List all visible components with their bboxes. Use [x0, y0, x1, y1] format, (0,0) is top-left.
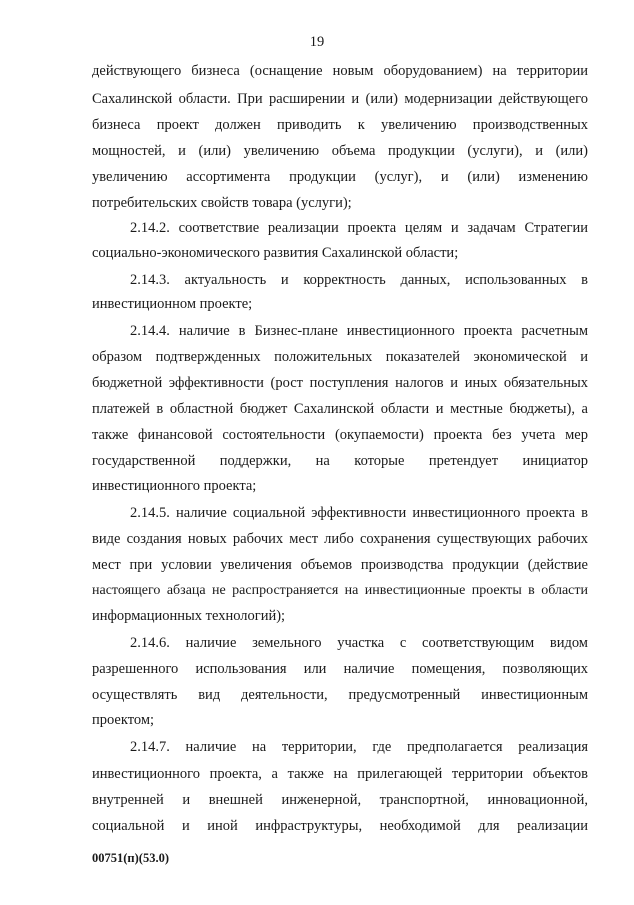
- text-line: настоящего абзаца не распространяется на инвестиционные проекты в области: [92, 583, 588, 598]
- text-line: Сахалинской области. При расширении и (или) модернизации действующего: [92, 91, 588, 107]
- text-line: инвестиционного проекта, а также на прилегающей территории объектов: [92, 766, 588, 782]
- text-line: также финансовой состоятельности (окупаемости) проекта без учета мер: [92, 427, 588, 443]
- text-line: мест при условии увеличения объемов производства продукции (действие: [92, 557, 588, 573]
- text-line: социальной и иной инфраструктуры, необходимой для реализации: [92, 818, 588, 834]
- text-line: виде создания новых рабочих мест либо сохранения существующих рабочих: [92, 531, 588, 547]
- text-line: проектом;: [92, 712, 155, 728]
- text-line: 2.14.4. наличие в Бизнес-плане инвестиционного проекта расчетным: [130, 323, 588, 339]
- text-line: платежей в областной бюджет Сахалинской области и местные бюджеты), а: [92, 401, 588, 417]
- text-line: инвестиционного проекта;: [92, 478, 257, 494]
- text-line: потребительских свойств товара (услуги);: [92, 195, 352, 211]
- text-line: разрешенного использования или наличие помещения, позволяющих: [92, 661, 588, 677]
- document-code: 00751(п)(53.0): [92, 851, 169, 865]
- text-line: 2.14.3. актуальность и корректность данных, использованных в: [130, 272, 588, 288]
- text-line: 2.14.6. наличие земельного участка с соответствующим видом: [130, 635, 588, 651]
- page-number: 19: [309, 34, 325, 50]
- text-line: осуществлять вид деятельности, предусмотренный инвестиционным: [92, 687, 588, 703]
- text-line: информационных технологий);: [92, 608, 286, 624]
- text-line: внутренней и внешней инженерной, транспортной, инновационной,: [92, 792, 588, 808]
- text-line: социально-экономического развития Сахалинской области;: [92, 245, 459, 261]
- text-line: увеличению ассортимента продукции (услуг), и (или) изменению: [92, 169, 588, 185]
- text-line: бизнеса проект должен приводить к увеличению производственных: [92, 117, 588, 133]
- text-line: 2.14.5. наличие социальной эффективности инвестиционного проекта в: [130, 505, 588, 521]
- text-line: действующего бизнеса (оснащение новым оборудованием) на территории: [92, 63, 588, 79]
- text-line: мощностей, и (или) увеличению объема продукции (услуги), и (или): [92, 143, 588, 159]
- text-line: образом подтвержденных положительных показателей экономической и: [92, 349, 588, 365]
- text-line: бюджетной эффективности (рост поступления налогов и иных обязательных: [92, 375, 588, 391]
- text-line: 2.14.7. наличие на территории, где предполагается реализация: [130, 739, 588, 755]
- text-line: государственной поддержки, на которые претендует инициатор: [92, 453, 588, 469]
- text-line: инвестиционном проекте;: [92, 296, 253, 312]
- text-line: 2.14.2. соответствие реализации проекта целям и задачам Стратегии: [130, 220, 588, 236]
